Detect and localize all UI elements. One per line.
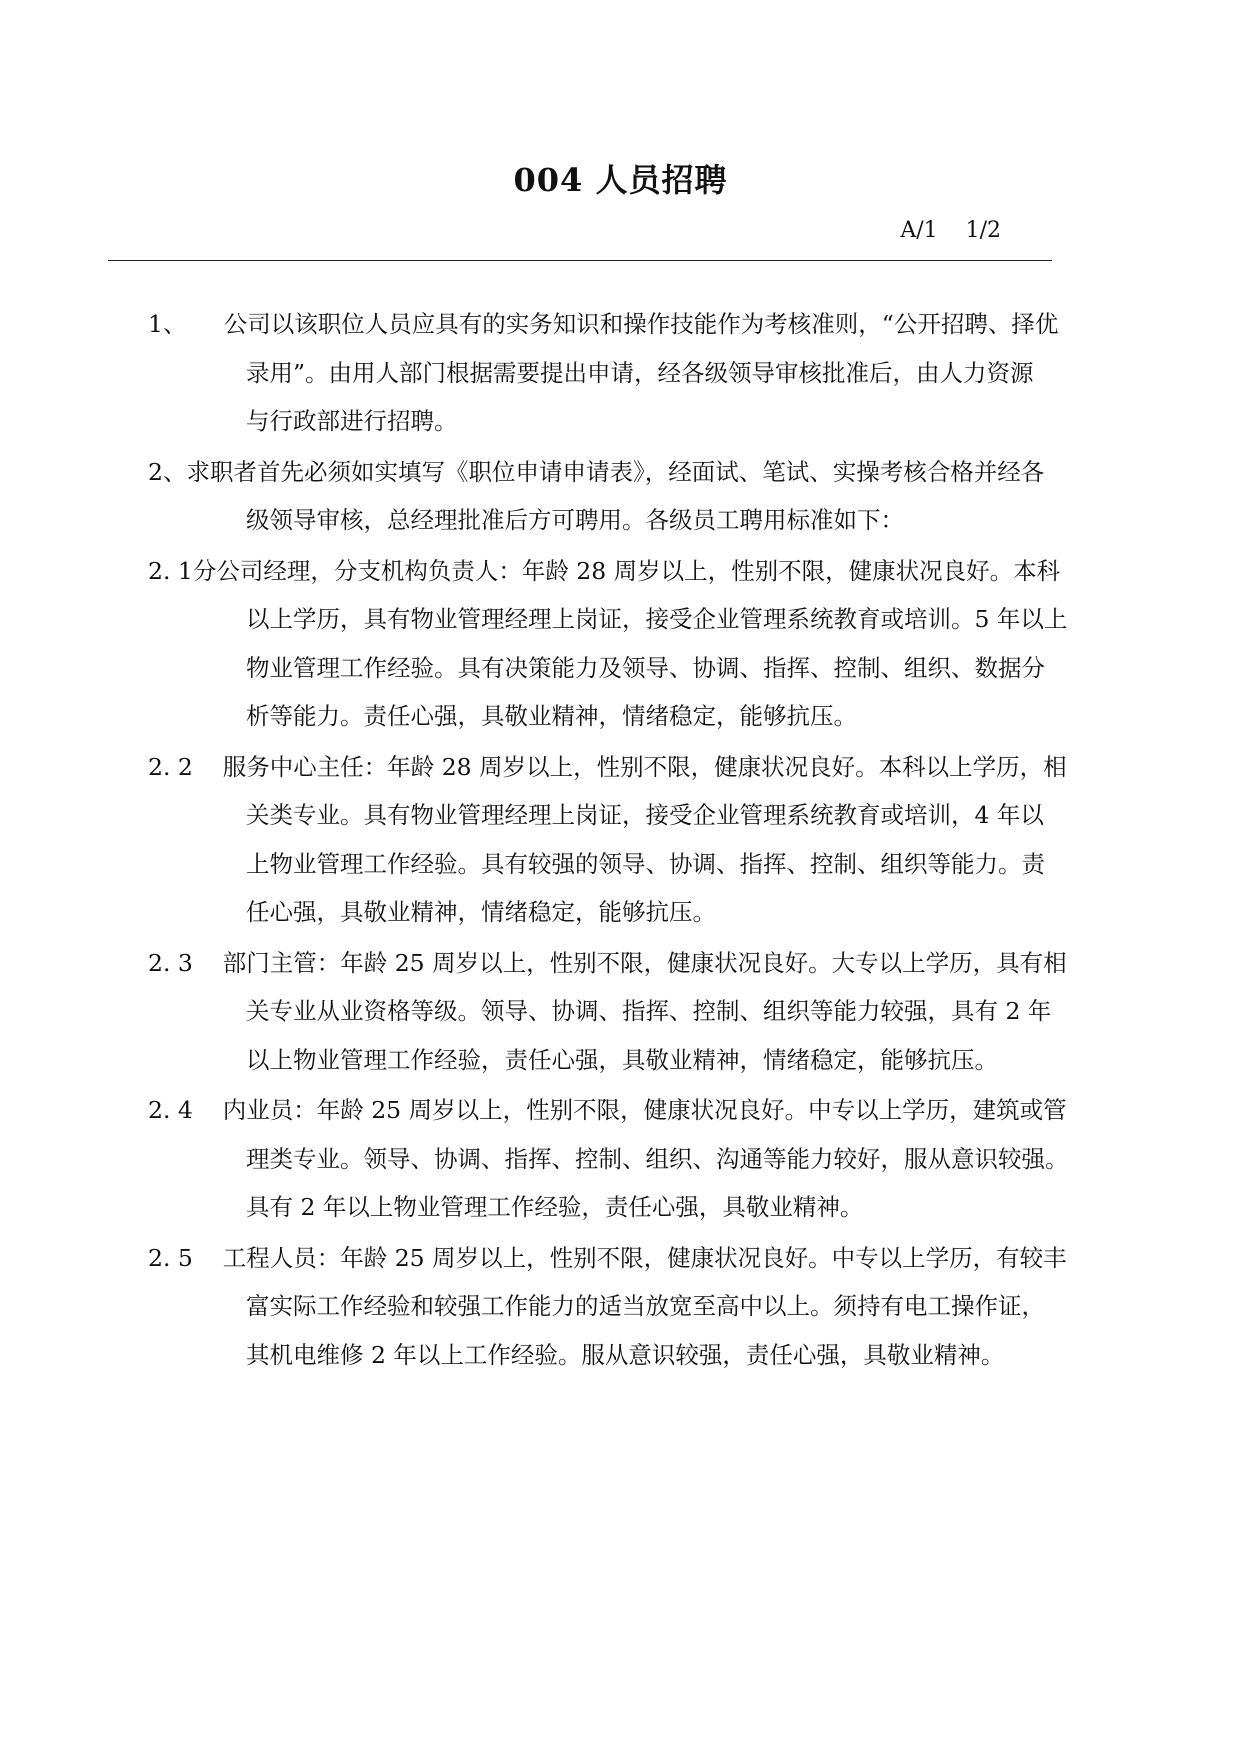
- clause-lead: [148, 300, 1098, 349]
- clause-lead: 2. 1分公司经理，分支机构负责人：年龄 28 周岁以上，性别不限，健康状况良好。本科: [148, 556, 1061, 585]
- clause-2-2: [148, 743, 1098, 937]
- clause-2-3: [148, 939, 1098, 1085]
- clause-line: 录用”。由用人部门根据需要提出申请，经各级领导审核批准后，由人力资源: [246, 358, 1034, 387]
- page-title: 004 人员招聘: [513, 161, 728, 199]
- clause-2-5: [148, 1234, 1098, 1380]
- page-number: 1/2: [965, 218, 1001, 243]
- clause-line: 物业管理工作经验。具有决策能力及领导、协调、指挥、控制、组织、数据分: [246, 653, 1045, 682]
- clause-line: 以上学历，具有物业管理经理上岗证，接受企业管理系统教育或培训。5 年以上: [246, 605, 1068, 633]
- clause-2-1: [148, 547, 1098, 741]
- clause-line: 富实际工作经验和较强工作能力的适当放宽至高中以上。须持有电工操作证，: [246, 1292, 1045, 1320]
- clause-line: 任心强，具敬业精神，情绪稳定，能够抗压。: [246, 898, 716, 926]
- clause-line: 其机电维修 2 年以上工作经验。服从意识较强，责任心强，具敬业精神。: [246, 1340, 1005, 1369]
- clause-line: 与行政部进行招聘。: [246, 407, 458, 435]
- revision-info: [900, 218, 1001, 243]
- clause-lead: 2. 2 服务中心主任：年龄 28 周岁以上，性别不限，健康状况良好。本科以上学历，相: [148, 752, 1067, 781]
- clause-lead-text: 公司以该职位人员应具有的实务知识和操作技能作为考核准则，“公开招聘、择优: [186, 310, 1059, 338]
- clause-line: 关专业从业资格等级。领导、协调、指挥、控制、组织等能力较强，具有 2 年: [246, 997, 1052, 1025]
- clause-lead: 2. 5 工程人员：年龄 25 周岁以上，性别不限，健康状况良好。中专以上学历，有较丰: [148, 1243, 1067, 1272]
- revision-code: A/1: [900, 218, 938, 243]
- clause-line: 上物业管理工作经验。具有较强的领导、协调、指挥、控制、组织等能力。责: [246, 849, 1045, 878]
- clause-1: [148, 300, 1098, 446]
- clause-lead: 2. 4 内业员：年龄 25 周岁以上，性别不限，健康状况良好。中专以上学历，建筑或管: [148, 1096, 1067, 1124]
- clause-line: 具有 2 年以上物业管理工作经验，责任心强，具敬业精神。: [246, 1193, 864, 1221]
- clause-2: [148, 448, 1098, 545]
- clause-number: 1、: [148, 310, 187, 338]
- clause-lead: 2、求职者首先必须如实填写《职位申请申请表》，经面试、笔试、实操考核合格并经各: [148, 457, 1045, 486]
- clause-2-4: [148, 1086, 1098, 1232]
- clause-lead: 2. 3 部门主管：年龄 25 周岁以上，性别不限，健康状况良好。大专以上学历，具有相: [148, 948, 1067, 977]
- document-body: [148, 300, 1098, 1381]
- clause-line: 理类专业。领导、协调、指挥、控制、组织、沟通等能力较好，服从意识较强。: [246, 1144, 1069, 1173]
- clause-line: 关类专业。具有物业管理经理上岗证，接受企业管理系统教育或培训，4 年以: [246, 801, 1044, 829]
- header-divider: [108, 260, 1052, 261]
- clause-line: 以上物业管理工作经验，责任心强，具敬业精神，情绪稳定，能够抗压。: [246, 1045, 998, 1074]
- clause-line: 析等能力。责任心强，具敬业精神，情绪稳定，能够抗压。: [246, 702, 857, 730]
- clause-line: 级领导审核，总经理批准后方可聘用。各级员工聘用标准如下：: [246, 506, 904, 534]
